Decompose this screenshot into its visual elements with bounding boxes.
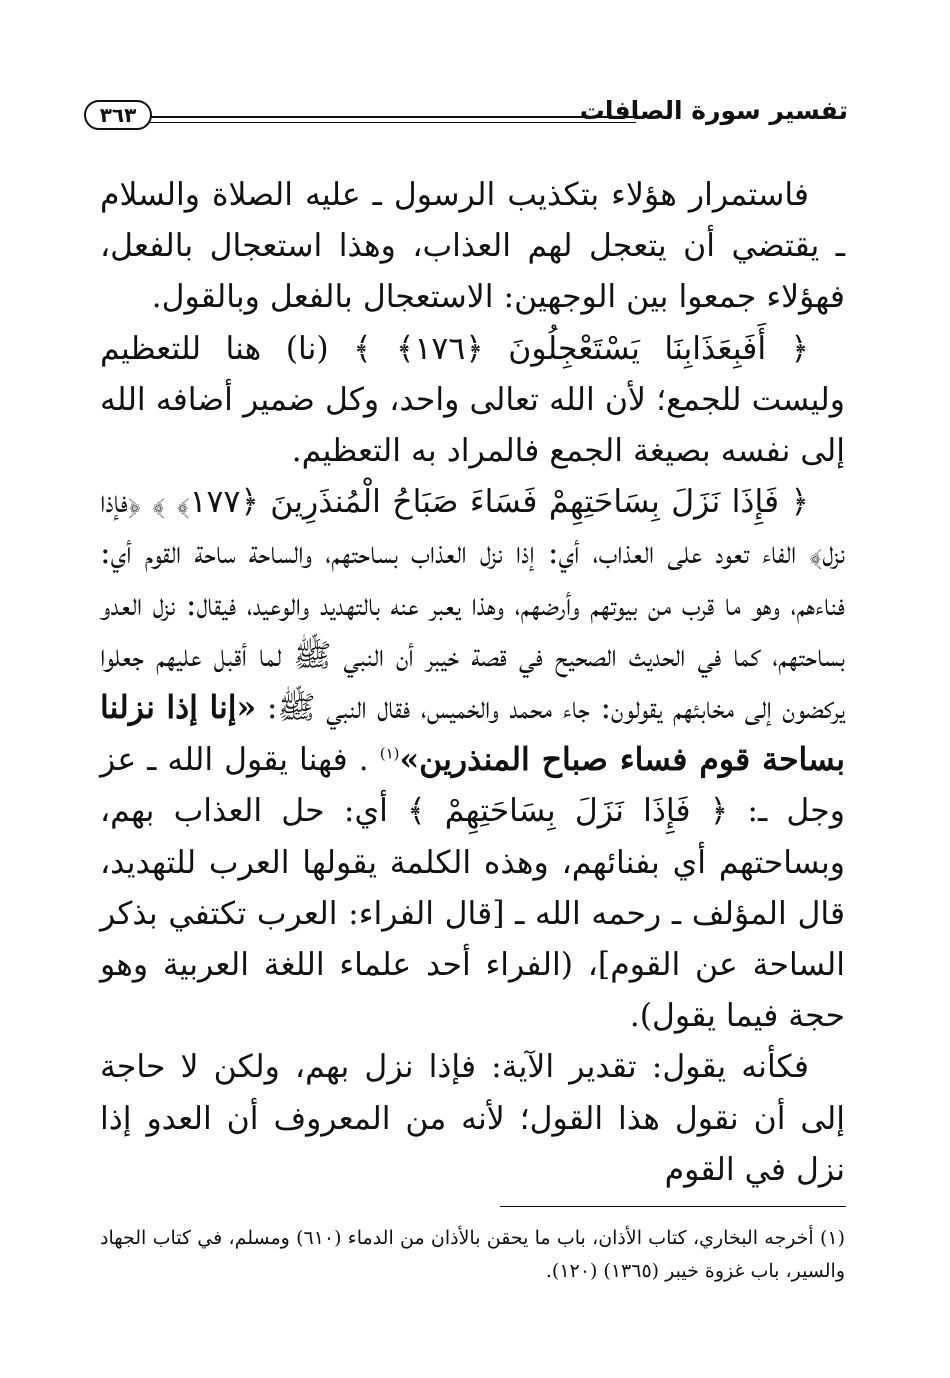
main-text [100,170,845,1196]
paragraph [100,170,845,324]
quran-verse: ﴿ فَإِذَا نَزَلَ بِسَاحَتِهِمْ فَسَاءَ صَبَاحُ الْمُنذَرِينَ ﴿١٧٧﴾ ﴾ [152,484,809,521]
paragraph [100,1042,845,1196]
quran-verse: ﴿ أَفَبِعَذَابِنَا يَسْتَعْجِلُونَ ﴿١٧٦﴾ ﴾ [353,330,809,367]
hadith-quote: «إنا إذا نزلنا بساحة قوم فساء صباح المنذرين» [100,689,846,779]
footnote-item: (١) أخرجه البخاري، كتاب الأذان، باب ما يحقن بالأذان من الدماء (٦١٠) ومسلم، في كتاب الجهاد والسير، باب غزوة خيبر (١٣٦٥) (١٢٠). [100,1227,846,1282]
header-rule [150,116,636,123]
text-segment: (نا) هنا للتعظيم وليست للجمع؛ لأن الله تعالى واحد، وكل ضمير أضافه الله إلى نفسه بصيغة الجمع فالمراد به التعظيم. [100,330,845,470]
quran-verse: ﴿ فَإِذَا نَزَلَ بِسَاحَتِهِمْ ﴾ [407,793,729,830]
text-segment: . فهنا يقول الله ـ عز وجل ـ: [100,742,845,830]
text-segment: فكأنه يقول: تقدير الآية: فإذا نزل بهم، ولكن لا حاجة إلى أن نقول هذا القول؛ لأنه من المعروف أن العدو إذا نزل في القوم [100,1049,845,1188]
footnote-marker: (١) [379,744,400,763]
paragraph [100,477,845,1042]
running-title: تفسير سورة الصافات [579,96,848,125]
page-header [84,92,848,144]
text-segment: فاستمرار هؤلاء بتكذيب الرسول ـ عليه الصلاة والسلام ـ يقتضي أن يتعجل لهم العذاب، وهذا استعجال بالفعل، فهؤلاء جمعوا بين الوجهين: الاستعجال بالفعل وبالقول. [100,177,845,316]
footnotes [100,1222,845,1288]
text-segment: ﴿فإذا نزل﴾ الفاء تعود على العذاب، أي: إذا نزل العذاب بساحتهم، والساحة ساحة القوم أي: فناءهم، وهو ما قرب من بيوتهم وأرضهم، وهذا يعبر عنه بالتهديد والوعيد، فيقال: نزل العدو بساحتهم، كما في الحديث الصحيح في قصة خيبر أن النبي ﷺ لما أقبل عليهم جعلوا يركضون إلى مخابئهم يقولون: جاء محمد والخميس، فقال النبي ﷺ: [100,484,845,727]
footnote-separator [500,1206,846,1207]
text-segment: أي: حل العذاب بهم، وبساحتهم أي بفنائهم، وهذه الكلمة يقولها العرب للتهديد، قال المؤلف ـ رحمه الله ـ [قال الفراء: العرب تكتفي بذكر الساحة عن القوم]، (الفراء أحد علماء اللغة العربية وهو حجة فيما يقول). [100,793,845,1035]
page-number: ٣٦٣ [84,100,152,130]
paragraph [100,324,845,478]
